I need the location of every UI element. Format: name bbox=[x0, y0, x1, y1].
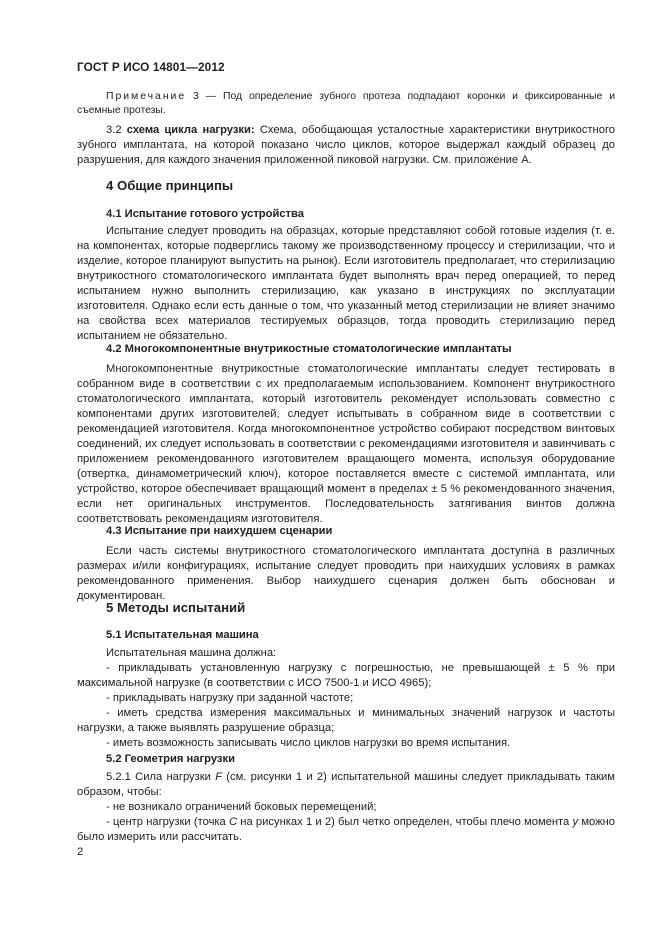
text-run: 5.2.1 Сила нагрузки bbox=[106, 771, 216, 783]
list-item bbox=[77, 815, 615, 845]
list-intro: Испытательная машина должна: bbox=[106, 647, 277, 659]
text-run: (см. рисунки 1 и 2) испытательной машины следует прикладывать таким образом, чтобы: bbox=[77, 771, 615, 798]
paragraph: Испытание следует проводить на образцах, которые представляют собой готовые изделия (т. е. на компонентах, которые подверглись такому же производственному процессу и стерилизации, что и изделие, которое планируют выпустить на рынок). Если изготовитель предполагает, что стерилизацию внутрикостного стоматологического имплантата будет выполнять врач перед операцией, то перед испытанием нужно выполнить стерилизацию, как указано в инструкциях по эксплуатации изготовителя. Однако если есть данные о том, что указанный метод стерилизации не влияет значимо на свойства всех материалов тестируемых образцов, тогда проводить стерилизацию перед испытанием не обязательно. bbox=[77, 225, 615, 342]
paragraph-5-2-1 bbox=[77, 770, 615, 800]
paragraph: Многокомпонентные внутрикостные стоматологические имплантаты следует тестировать в собранном виде в соответствии с их предполагаемым использованием. Компонент внутрикостного стоматологического имплантата, который изготовитель рекомендует использовать совместно с компонентами других изготовителей, следует испытывать в собранном виде в соответствии с рекомендацией изготовителя. Когда многокомпонентное устройство собирают посредством винтовых соединений, их следует использовать в соответствии с рекомендациями изготовителя и завинчивать с приложением рекомендованного изготовителем вращающего момента, используя оборудование (отвертка, динамометрический ключ), которое поставляется вместе с системой имплантата, или устройство, которое обеспечивает вращающий момент в пределах ± 5 % рекомендованного значения, если нет оригинальных инструментов. Последовательность затягивания винтов должна соответствовать рекомендациям изготовителя. bbox=[77, 363, 615, 525]
page-number: 2 bbox=[77, 846, 84, 858]
section-5-2-title: 5.2 Геометрия нагрузки bbox=[106, 753, 235, 765]
list-item: - не возникало ограничений боковых перемещений; bbox=[106, 801, 377, 813]
section-4-2-title: 4.2 Многокомпонентные внутрикостные стоматологические имплантаты bbox=[106, 343, 512, 355]
section-4-3-body bbox=[77, 544, 615, 604]
symbol-y: y bbox=[572, 816, 579, 828]
section-5-1-title: 5.1 Испытательная машина bbox=[106, 629, 259, 641]
list-item: - иметь средства измерения максимальных и минимальных значений нагрузок и частоты нагрузки, а также выявлять разрушение образца; bbox=[77, 707, 615, 734]
list-item: - иметь возможность записывать число циклов нагрузки во время испытания. bbox=[106, 737, 511, 749]
list-item: - прикладывать нагрузку при заданной частоте; bbox=[106, 692, 354, 704]
definition-3-2 bbox=[77, 123, 615, 168]
text-run: на рисунках 1 и 2) был четко определен, чтобы плечо момента bbox=[237, 816, 573, 828]
section-4-title: 4 Общие принципы bbox=[106, 178, 234, 193]
definition-term: схема цикла нагрузки: bbox=[126, 124, 255, 136]
definition-text: Схема, обобщающая усталостные характеристики внутрикостного зубного имплантата, на которой показано число циклов, которое выдержал каждый образец до разрушения, для каждого значения приложенной пиковой нагрузки. См. приложение А. bbox=[77, 124, 616, 166]
standard-header: ГОСТ Р ИСО 14801—2012 bbox=[77, 60, 225, 74]
list-item: - прикладывать установленную нагрузку с погрешностью, не превышающей ± 5 % при максимальной нагрузке (в соответствии с ИСО 7500-1 и ИСО 4965); bbox=[77, 662, 615, 689]
symbol-f: F bbox=[215, 771, 223, 783]
note-text: 3 — Под определение зубного протеза подпадают коронки и фиксированные и съемные протезы. bbox=[77, 91, 615, 116]
section-5-title: 5 Методы испытаний bbox=[106, 600, 246, 615]
section-4-2-body bbox=[77, 362, 615, 527]
text-run: - центр нагрузки (точка bbox=[106, 816, 229, 828]
paragraph: Если часть системы внутрикостного стоматологического имплантата доступна в различных размерах и/или конфигурациях, испытание следует проводить при наихудших условиях в рамках рекомендованного применения. Выбор наихудшего сценария должен быть обоснован и документирован. bbox=[77, 545, 615, 602]
section-5-2-body bbox=[77, 770, 615, 845]
section-5-1-body bbox=[77, 646, 615, 751]
section-4-1-body bbox=[77, 224, 615, 344]
note-block bbox=[77, 90, 615, 118]
section-4-1-title: 4.1 Испытание готового устройства bbox=[106, 208, 304, 220]
section-4-3-title: 4.3 Испытание при наихудшем сценарии bbox=[106, 525, 333, 537]
note-label: Примечание bbox=[106, 91, 187, 102]
text-run: можно было измерить или рассчитать. bbox=[77, 816, 615, 843]
symbol-c: C bbox=[228, 816, 238, 828]
definition-number: 3.2 bbox=[106, 124, 122, 136]
